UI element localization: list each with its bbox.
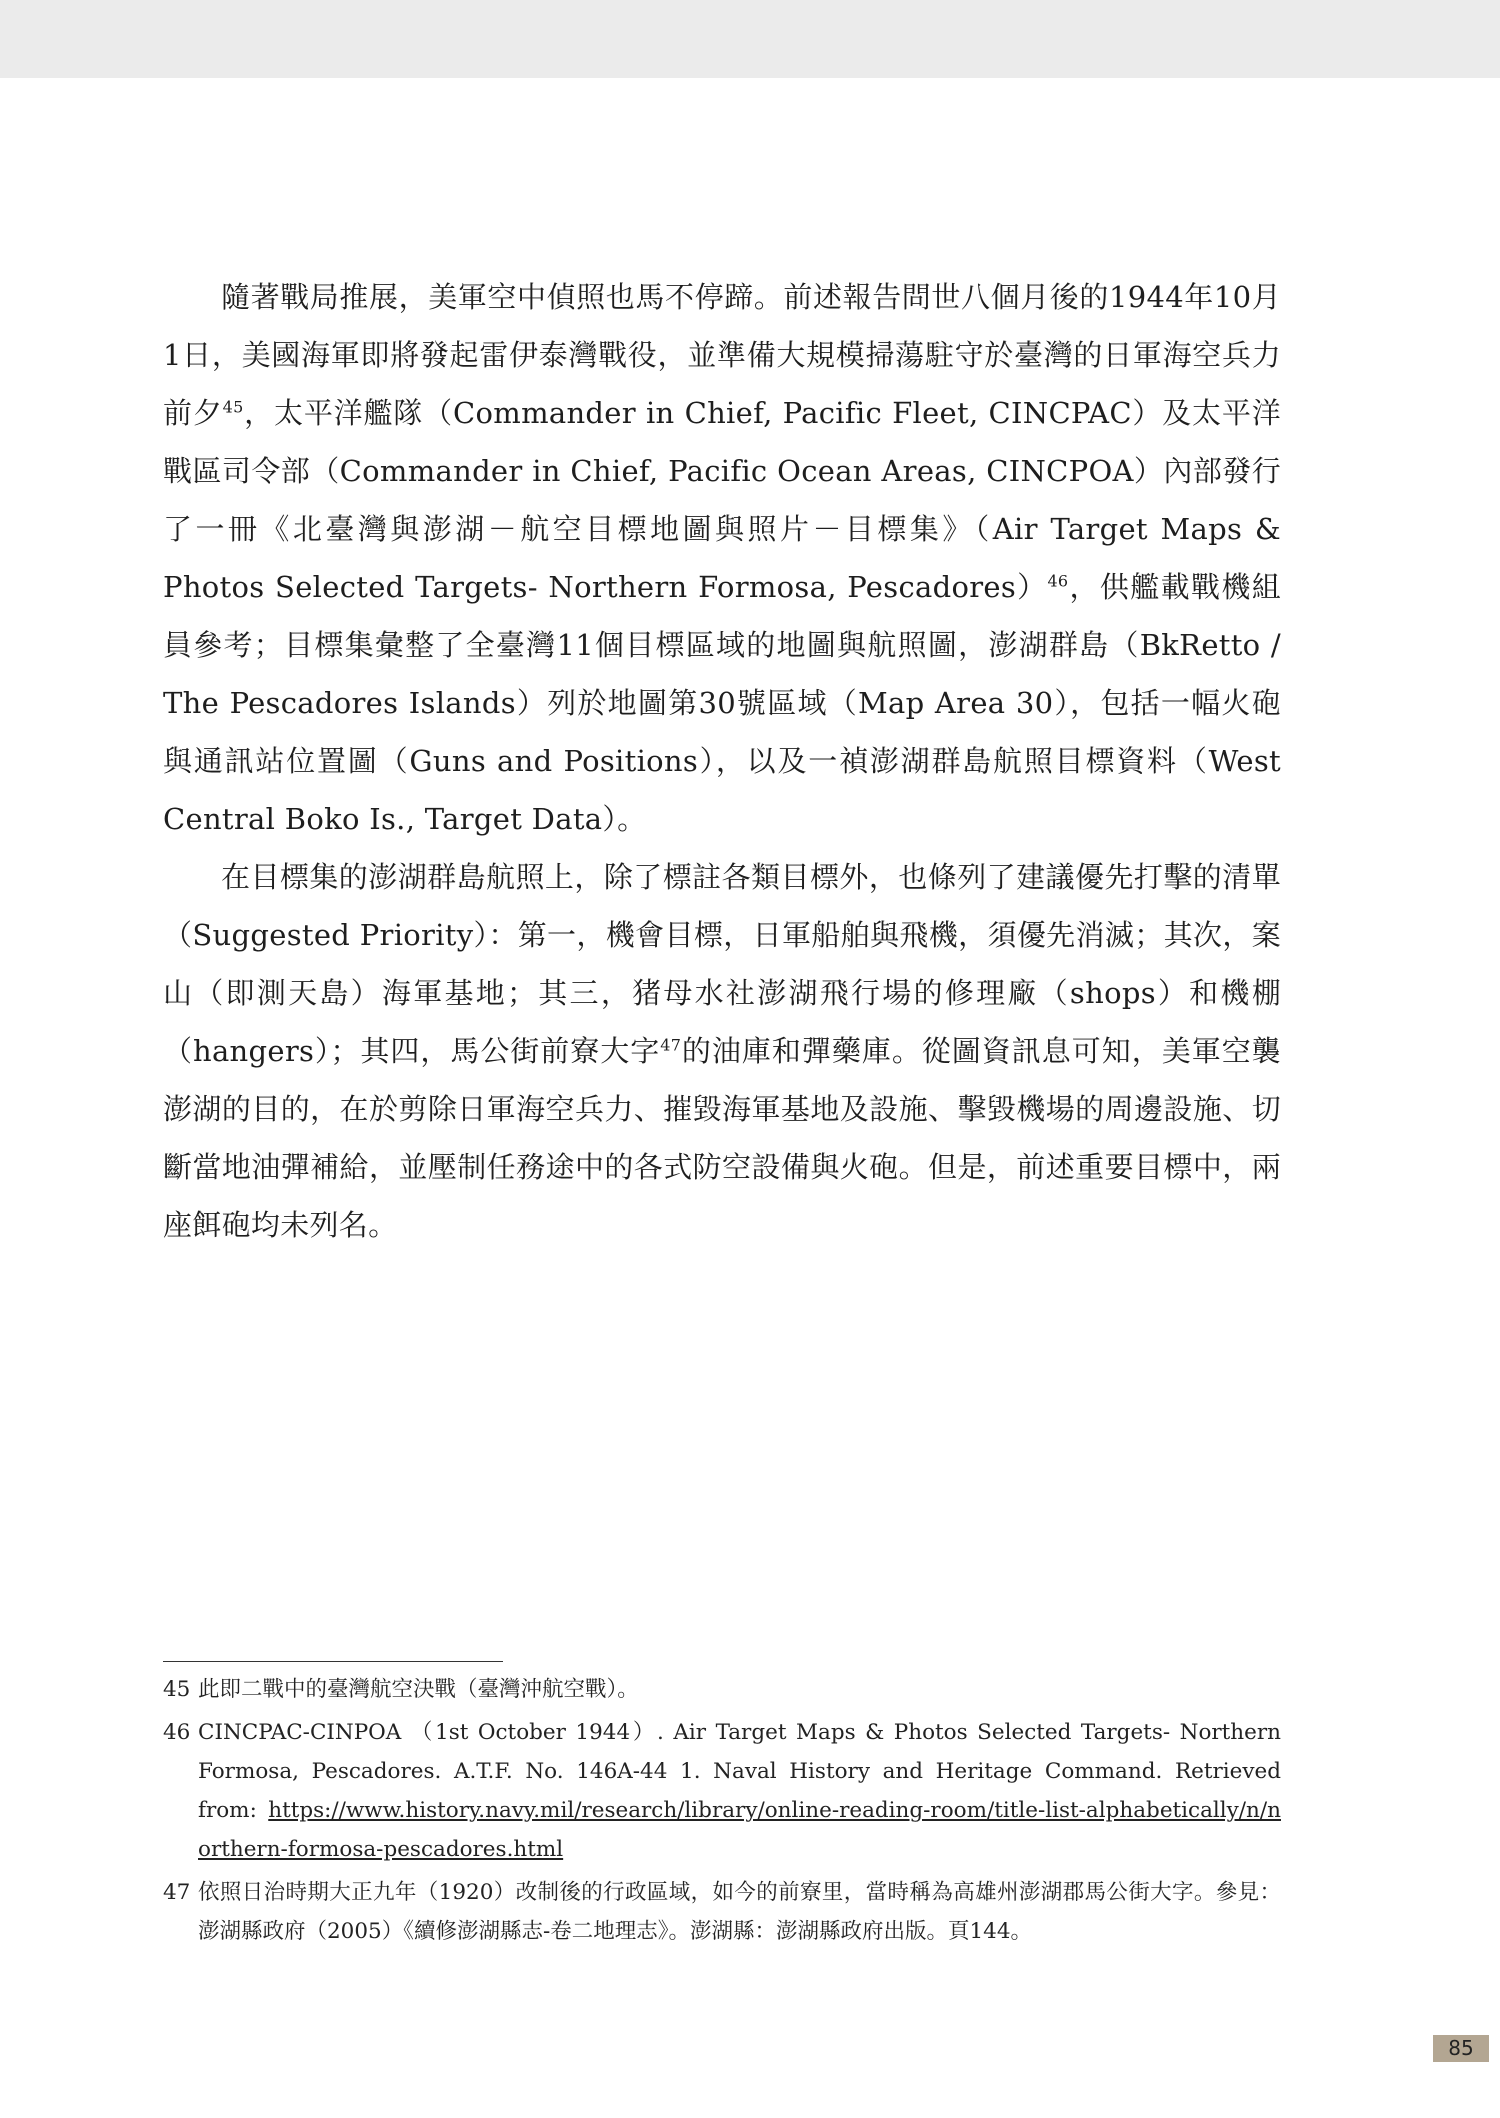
footnote-ref-46[interactable]: 46 [1047,571,1069,591]
paragraph-1-text-b: ，太平洋艦隊（Commander in Chief, Pacific Fleet, CINCPAC）及太平洋戰區司令部（Commander in Chief, Pacific Ocean Areas, CINCPOA）內部發行了一冊《北臺灣與澎湖－航空目標地圖與照片－目標集》（Air Target Maps & Photos Selected Targets- Northern Formosa, Pescadores） [163,396,1281,604]
scan-top-band [0,0,1500,78]
paragraph-2 [163,848,1281,1254]
footnote-number: 47 [163,1880,191,1905]
footnote-number: 46 [163,1720,191,1745]
footnote-ref-45[interactable]: 45 [222,397,244,417]
paragraph-2-text-a: 在目標集的澎湖群島航照上，除了標註各類目標外，也條列了建議優先打擊的清單（Suggested Priority）：第一，機會目標，日軍船舶與飛機，須優先消滅；其次，案山（即測天島）海軍基地；其三，猪母水社澎湖飛行場的修理廠（shops）和機棚（hangers）；其四，馬公街前寮大字 [163,860,1281,1068]
footnote-45 [163,1670,1281,1709]
footnote-46 [163,1713,1281,1869]
footnote-text: 依照日治時期大正九年（1920）改制後的行政區域，如今的前寮里，當時稱為高雄州澎湖郡馬公街大字。參見：澎湖縣政府（2005）《續修澎湖縣志-卷二地理志》。澎湖縣：澎湖縣政府出版。頁144。 [198,1880,1281,1944]
footnote-url-link[interactable]: https://www.history.navy.mil/research/library/online-reading-room/title-list-alphabetically/n/northern-formosa-pescadores.html [198,1798,1281,1862]
footnote-text: CINCPAC-CINPOA （1st October 1944）. Air Target Maps & Photos Selected Targets- Northern Formosa, Pescadores. A.T.F. No. 146A-44 1. Naval History and Heritage Command. Retrieved from: [198,1720,1281,1823]
footnotes [163,1670,1281,1951]
footnote-divider [163,1661,503,1662]
paragraph-2-text-b: 的油庫和彈藥庫。從圖資訊息可知，美軍空襲澎湖的目的，在於剪除日軍海空兵力、摧毀海軍基地及設施、擊毀機場的周邊設施、切斷當地油彈補給，並壓制任務途中的各式防空設備與火砲。但是，前述重要目標中，兩座餌砲均未列名。 [163,1034,1281,1242]
footnote-number: 45 [163,1677,191,1702]
footnote-text: 此即二戰中的臺灣航空決戰（臺灣沖航空戰）。 [198,1677,639,1702]
paragraph-1-text-c: ，供艦載戰機組員參考；目標集彙整了全臺灣11個目標區域的地圖與航照圖，澎湖群島（BkRetto / The Pescadores Islands）列於地圖第30號區域（Map Area 30），包括一幅火砲與通訊站位置圖（Guns and Positions），以及一禎澎湖群島航照目標資料（West Central Boko Is., Target Data）。 [163,570,1281,836]
body-text [163,268,1281,1254]
footnote-47 [163,1873,1281,1951]
footnote-ref-47[interactable]: 47 [660,1035,682,1055]
page-number: 85 [1433,2035,1489,2062]
paragraph-1-text-a: 隨著戰局推展，美軍空中偵照也馬不停蹄。前述報告問世八個月後的1944年10月1日，美國海軍即將發起雷伊泰灣戰役，並準備大規模掃蕩駐守於臺灣的日軍海空兵力前夕 [163,280,1281,430]
paragraph-1 [163,268,1281,848]
